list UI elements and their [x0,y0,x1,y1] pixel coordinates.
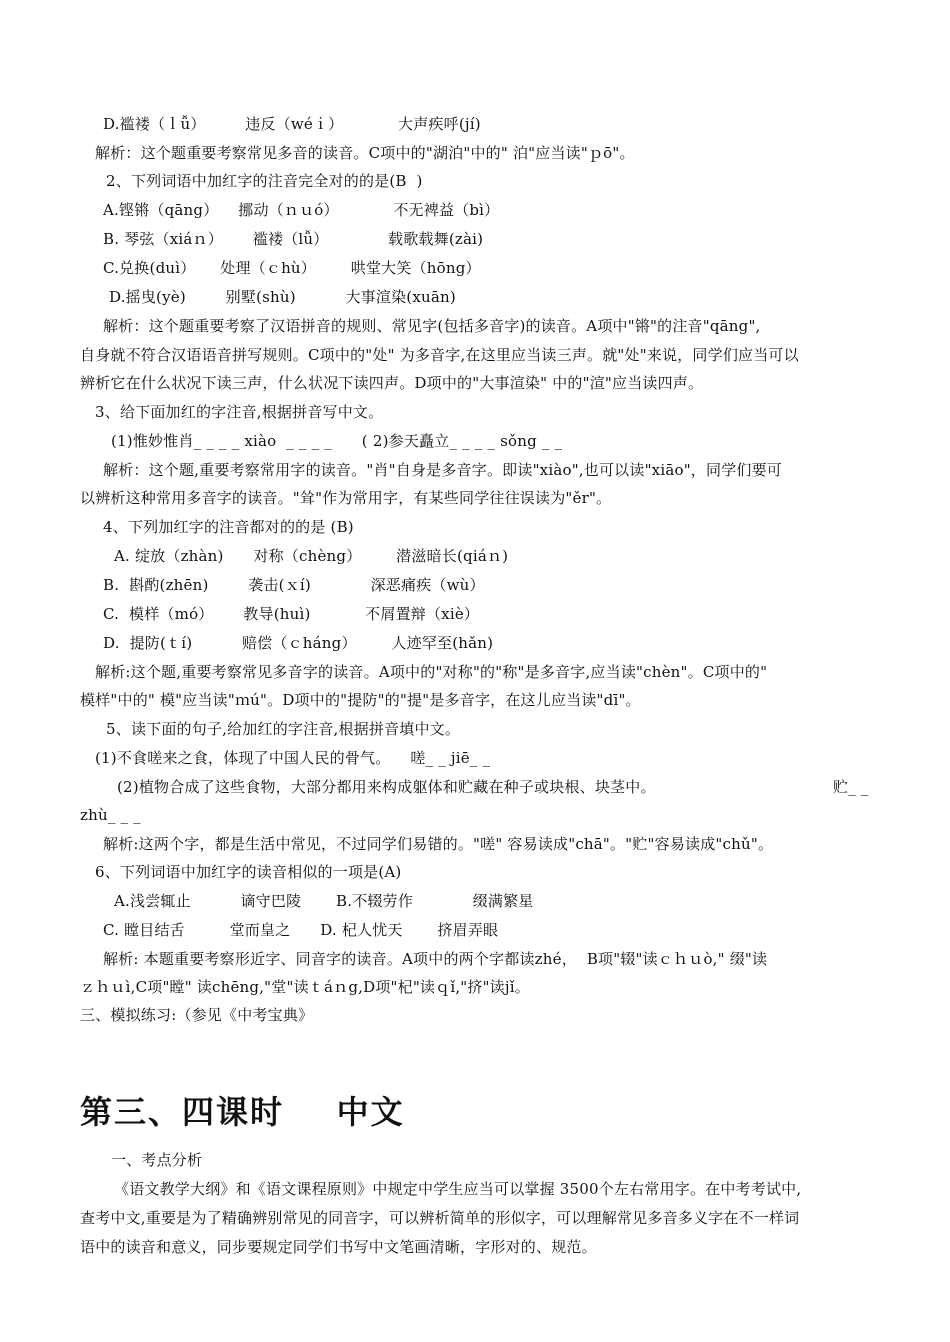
lesson-heading: 第三、四课时 中文 [80,1093,405,1131]
options-ab-q6: A.浅尝辄止 谪守巴陵 B.不辍劳作 缀满繁星 [114,892,534,910]
section-1-title: 一、考点分析 [111,1151,203,1169]
analysis-q6-line1: 解析: 本题重要考察形近字、同音字的读音。A项中的两个字都读zhé， B项"辍"读ｃｈｕò," 缀"读 [103,950,768,968]
option-a-q2: A.铿锵（qāng） 挪动（ｎｕó） 不无裨益（bì） [103,201,500,219]
option-c-q2: C.兑换(duì） 处理（ｃhù） 哄堂大笑（hōng） [103,259,481,277]
paragraph-line-2: 查考中文,重要是为了精确辨别常见的同音字，可以辨析简单的形似字，可以理解常见多音多义字在不一样词 [80,1209,800,1227]
analysis-q1: 解析：这个题重要考察常见多音的读音。C项中的"湖泊"中的" 泊"应当读"ｐō"。 [95,144,635,162]
question-5-item-2-pinyin: zhù_ _ _ [80,806,141,824]
question-5-item-2-blank: 贮_ _ [833,778,869,796]
option-d-q2: D.摇曳(yè) 别墅(shù) 大事渲染(xuān) [109,288,456,306]
question-5-item-1: (1)不食嗟来之食，体现了中国人民的骨气。 嗟_ _ jiē_ _ [95,749,491,767]
question-3: 3、给下面加红的字注音,根据拼音写中文。 [95,403,384,421]
option-d-q4: D. 提防(ｔí) 赔偿（ｃháng） 人迹罕至(hǎn) [103,634,494,652]
question-6: 6、下列词语中加红字的读音相似的一项是(A) [95,863,402,881]
analysis-q2-line2: 自身就不符合汉语语音拼写规则。C项中的"处" 为多音字,在这里应当读三声。就"处"来说，同学们应当可以 [80,346,799,364]
analysis-q2-line3: 辨析它在什么状况下读三声，什么状况下读四声。D项中的"大事渲染" 中的"渲"应当读四声。 [80,374,704,392]
option-a-q4: A. 绽放（zhàn) 对称（chèng） 潜滋暗长(qiáｎ) [114,547,509,565]
analysis-q3-line2: 以辨析这种常用多音字的读音。"耸"作为常用字，有某些同学往往误读为"ěr"。 [80,489,612,507]
section-3-title: 三、模拟练习:（参见《中考宝典》 [80,1006,314,1024]
option-b-q4: B. 斟酌(zhēn) 袭击(ｘí) 深恶痛疾（wù） [103,576,485,594]
options-cd-q6: C. 瞠目结舌 堂而皇之 D. 杞人忧天 挤眉弄眼 [103,921,499,939]
option-c-q4: C. 模样（mó） 教导(huì) 不屑置辩（xiè） [103,605,480,623]
paragraph-line-3: 语中的读音和意义，同步要规定同学们书写中文笔画清晰，字形对的、规范。 [80,1238,597,1256]
analysis-q3-line1: 解析：这个题,重要考察常用字的读音。"肖"自身是多音字。即读"xiào",也可以读"xiāo"，同学们要可 [103,461,782,479]
paragraph-line-1: 《语文教学大纲》和《语文课程原则》中规定中学生应当可以掌握 3500个左右常用字。在中考考试中, [114,1180,802,1198]
option-d-line-q1: D.褴褛（ｌǚ） 违反（wéｉ） 大声疾呼(jí) [103,115,481,133]
question-4: 4、下列加红字的注音都对的的是 (B) [103,518,354,536]
question-2: 2、下列词语中加红字的注音完全对的的是(B ) [106,172,423,190]
option-b-q2: B. 琴弦（xiáｎ） 褴褛（lǚ） 载歌载舞(zài) [103,230,484,248]
analysis-q6-line2: ｚｈｕì,C项"瞠" 读chēng,"堂"读ｔáｎg,D项"杞"读ｑǐ,"挤"读jǐ。 [80,978,530,996]
analysis-q2-line1: 解析：这个题重要考察了汉语拼音的规则、常见字(包括多音字)的读音。A项中"锵"的注音"qāng", [103,317,761,335]
question-5: 5、读下面的句子,给加红的字注音,根据拼音填中文。 [106,720,461,738]
analysis-q4-line2: 模样"中的" 模"应当读"ｍú"。D项中的"提防"的"提"是多音字，在这儿应当读"dī"。 [80,691,641,709]
analysis-q5: 解析:这两个字，都是生活中常见，不过同学们易错的。"嗟" 容易读成"chā"。"贮"容易读成"chǔ"。 [103,835,774,853]
question-5-item-2: (2)植物合成了这些食物，大部分都用来构成躯体和贮藏在种子或块根、块茎中。 [117,778,656,796]
analysis-q4-line1: 解析:这个题,重要考察常见多音字的读音。A项中的"对称"的"称"是多音字,应当读"chèn"。C项中的" [95,663,768,681]
question-3-items: (1)惟妙惟肖_ _ _ _ xiào _ _ _ _ ( 2)参天矗立_ _ _ _ sǒng _ _ [111,432,563,450]
